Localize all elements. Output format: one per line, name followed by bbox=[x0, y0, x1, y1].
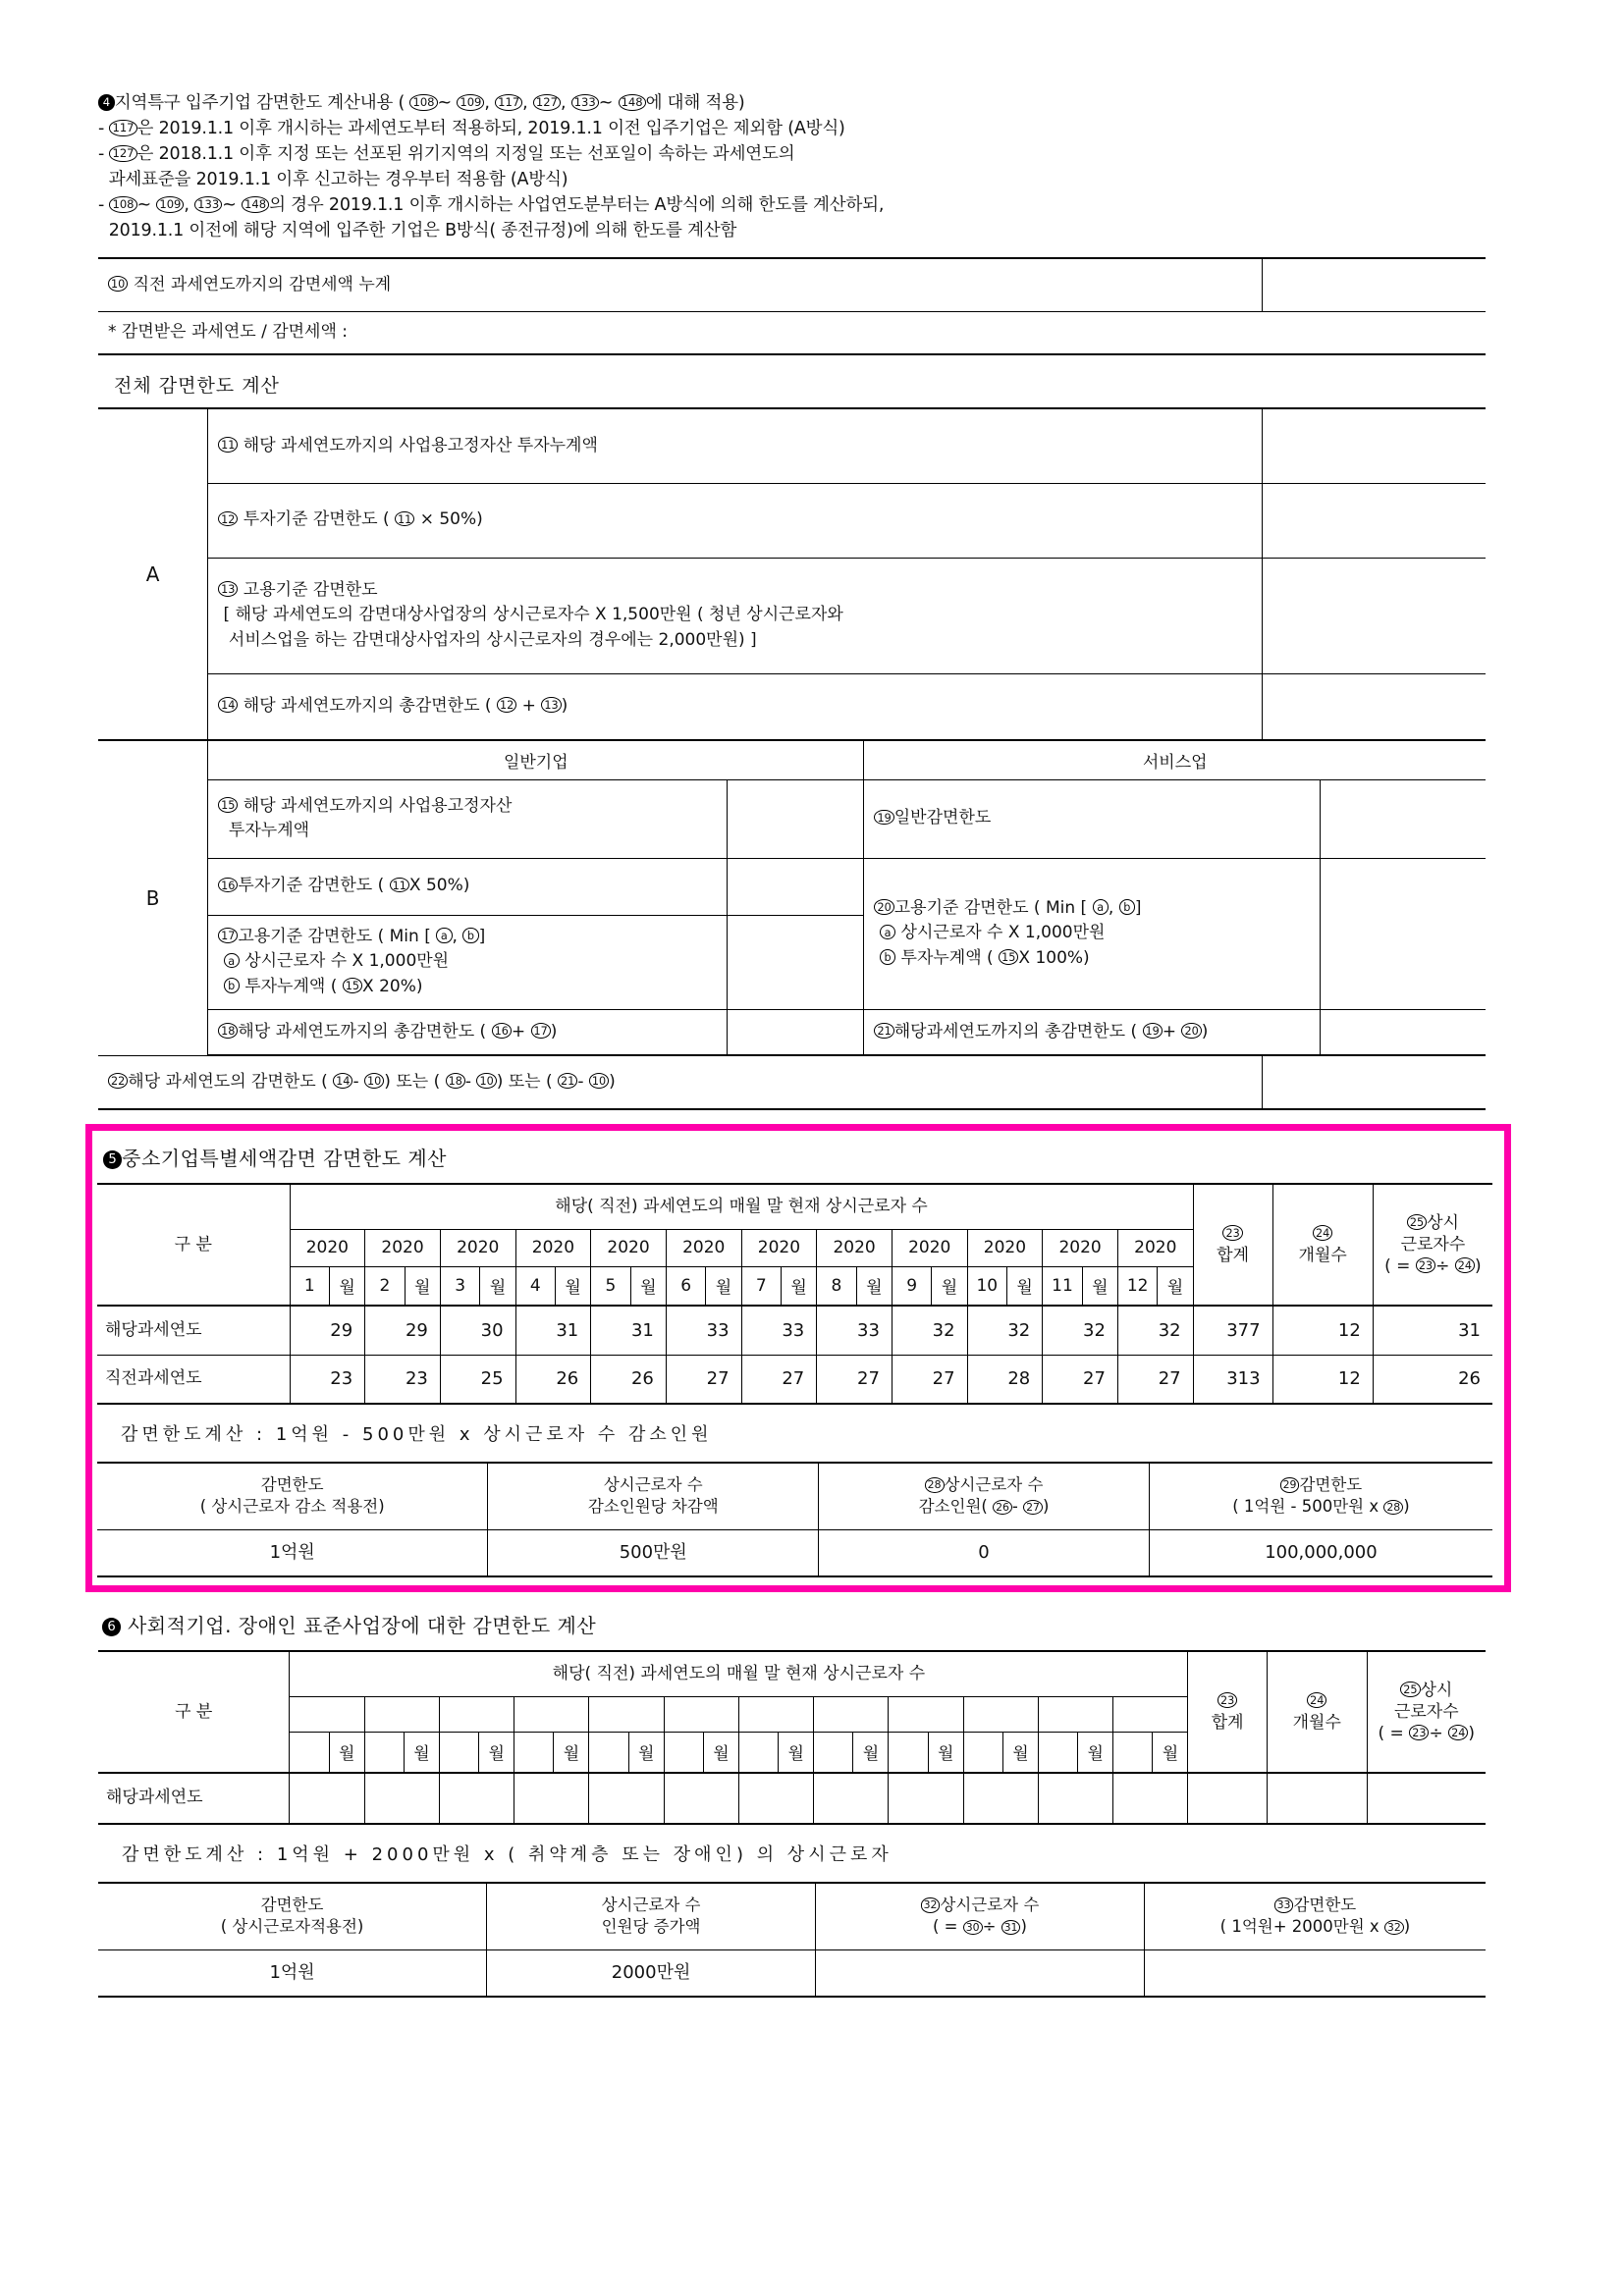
general-company-header: 일반기업 bbox=[208, 740, 864, 779]
month-suffix-cell: 월 bbox=[856, 1266, 892, 1306]
month-suffix-cell: 월 bbox=[556, 1266, 591, 1306]
month-value-cell: 32 bbox=[892, 1306, 967, 1355]
circled-11: 11 bbox=[395, 511, 414, 527]
social-summary-header: 감면한도 ( 상시근로자적용전) bbox=[98, 1883, 487, 1949]
month-value-cell: 32 bbox=[1043, 1306, 1118, 1355]
month-suffix-cell: 월 bbox=[782, 1266, 817, 1306]
row-16-label: 16 투자기준 감면한도 ( 11 X 50%) bbox=[208, 858, 727, 915]
circled-15: 15 bbox=[218, 797, 238, 813]
sme-summary-value: 1억원 bbox=[97, 1529, 488, 1576]
year-cell bbox=[439, 1696, 514, 1732]
row-15-label: 15 해당 과세연도까지의 사업용고정자산 투자누계액 bbox=[208, 779, 727, 858]
circled-108: 108 bbox=[109, 196, 136, 212]
circled-33: 33 bbox=[1274, 1897, 1294, 1912]
circled-10: 10 bbox=[589, 1073, 609, 1089]
circled-17: 17 bbox=[218, 928, 238, 943]
circled-20: 20 bbox=[1181, 1023, 1201, 1039]
social-summary-value bbox=[1144, 1949, 1486, 1997]
month-number-cell bbox=[814, 1732, 853, 1773]
circled-4: 4 bbox=[98, 94, 115, 110]
month-number-cell bbox=[1038, 1732, 1077, 1773]
month-number-cell: 11 bbox=[1043, 1266, 1082, 1306]
form-page bbox=[98, 90, 1486, 1998]
circled-27: 27 bbox=[1023, 1500, 1043, 1515]
month-value-cell: 31 bbox=[515, 1306, 591, 1355]
circled-31: 31 bbox=[1001, 1920, 1021, 1935]
workers-cell: 26 bbox=[1373, 1355, 1492, 1404]
month-value-cell: 33 bbox=[741, 1306, 817, 1355]
year-cell bbox=[814, 1696, 889, 1732]
social-section-title: 6 사회적기업. 장애인 표준사업장에 대한 감면한도 계산 bbox=[102, 1610, 1486, 1638]
circled-29: 29 bbox=[1280, 1477, 1300, 1492]
sme-highlight-box bbox=[85, 1124, 1511, 1592]
month-number-cell: 8 bbox=[817, 1266, 856, 1306]
month-suffix-cell: 월 bbox=[1158, 1266, 1193, 1306]
year-cell bbox=[514, 1696, 589, 1732]
month-value-cell: 27 bbox=[666, 1355, 741, 1404]
circled-24: 24 bbox=[1307, 1692, 1326, 1708]
year-cell: 2020 bbox=[515, 1229, 591, 1266]
circled-16: 16 bbox=[492, 1023, 512, 1039]
circled-22: 22 bbox=[108, 1073, 128, 1089]
circled-b: b bbox=[462, 928, 478, 943]
circled-18: 18 bbox=[446, 1073, 465, 1089]
circled-133: 133 bbox=[194, 196, 222, 212]
sme-section-title: 5 중소기업특별세액감면 감면한도 계산 bbox=[97, 1131, 1492, 1183]
month-value-cell: 32 bbox=[1117, 1306, 1193, 1355]
circled-32: 32 bbox=[1384, 1920, 1404, 1935]
month-value-cell bbox=[814, 1773, 889, 1824]
row-20-label: 20 고용기준 감면한도 ( Min [ a , b ] a 상시근로자 수 X 1,000만원 b 투자누계액 ( 15 X 100%) bbox=[864, 858, 1321, 1009]
sme-colgroup-header: 구 분 bbox=[97, 1184, 290, 1306]
social-months-header: 해당( 직전) 과세연도의 매월 말 현재 상시근로자 수 bbox=[290, 1651, 1188, 1696]
sme-months-count-header: 24 개월수 bbox=[1272, 1184, 1373, 1306]
circled-25: 25 bbox=[1400, 1682, 1420, 1697]
month-suffix-cell: 월 bbox=[329, 1732, 364, 1773]
year-cell: 2020 bbox=[1043, 1229, 1118, 1266]
month-suffix-cell: 월 bbox=[706, 1266, 741, 1306]
total-limit-table bbox=[98, 407, 1486, 1056]
year-cell bbox=[664, 1696, 738, 1732]
circled-21: 21 bbox=[874, 1023, 893, 1039]
sme-formula: 감면한도계산 : 1억원 - 500만원 x 상시근로자 수 감소인원 bbox=[121, 1424, 713, 1445]
social-monthly-table bbox=[98, 1650, 1486, 1825]
month-number-cell: 3 bbox=[440, 1266, 479, 1306]
month-value-cell bbox=[738, 1773, 813, 1824]
circled-14: 14 bbox=[218, 697, 238, 713]
month-value-cell: 27 bbox=[1043, 1355, 1118, 1404]
circled-21: 21 bbox=[558, 1073, 577, 1089]
social-formula: 감면한도계산 : 1억원 + 2000만원 x ( 취약계층 또는 장애인) 의 상시근로자 bbox=[122, 1844, 893, 1865]
sme-summary-value: 100,000,000 bbox=[1149, 1529, 1492, 1576]
month-suffix-cell: 월 bbox=[1153, 1732, 1188, 1773]
month-suffix-cell: 월 bbox=[405, 1266, 440, 1306]
sum-cell bbox=[1188, 1773, 1268, 1824]
month-value-cell: 30 bbox=[440, 1306, 515, 1355]
year-cell: 2020 bbox=[967, 1229, 1043, 1266]
month-number-cell: 1 bbox=[290, 1266, 329, 1306]
row-18-label: 18 해당 과세연도까지의 총감면한도 ( 16 + 17 ) bbox=[208, 1009, 727, 1055]
row-22-value-cell bbox=[1263, 1056, 1487, 1109]
circled-23: 23 bbox=[1416, 1257, 1435, 1273]
month-number-cell: 9 bbox=[892, 1266, 931, 1306]
circled-19: 19 bbox=[874, 810, 893, 826]
row-12-value-cell bbox=[1262, 483, 1486, 558]
row-19-value-cell bbox=[1321, 779, 1486, 858]
month-suffix-cell: 월 bbox=[703, 1732, 738, 1773]
month-value-cell bbox=[364, 1773, 439, 1824]
sme-summary-value: 0 bbox=[819, 1529, 1150, 1576]
note-line: 2019.1.1 이전에 해당 지역에 입주한 기업은 B방식( 종전규정)에 의해 한도를 계산함 bbox=[98, 221, 737, 240]
month-value-cell bbox=[889, 1773, 963, 1824]
circled-10: 10 bbox=[364, 1073, 384, 1089]
circled-30: 30 bbox=[963, 1920, 983, 1935]
circled-24: 24 bbox=[1455, 1257, 1475, 1273]
month-suffix-cell: 월 bbox=[853, 1732, 889, 1773]
workers-cell bbox=[1367, 1773, 1486, 1824]
note-line: - 108 ~ 109 , 133 ~ 148 의 경우 2019.1.1 이후 개시하는 사업연도분부터는 A방식에 의해 한도를 계산하되, bbox=[98, 195, 885, 215]
circled-b: b bbox=[224, 978, 240, 993]
row-12-label: 12 투자기준 감면한도 ( 11 × 50%) bbox=[208, 483, 1263, 558]
month-number-cell bbox=[290, 1732, 329, 1773]
month-value-cell bbox=[589, 1773, 664, 1824]
year-cell bbox=[364, 1696, 439, 1732]
circled-117: 117 bbox=[109, 120, 136, 135]
month-value-cell: 27 bbox=[817, 1355, 893, 1404]
month-value-cell: 31 bbox=[591, 1306, 667, 1355]
month-number-cell bbox=[1113, 1732, 1153, 1773]
row-17-value-cell bbox=[727, 915, 864, 1009]
sme-summary-header: 상시근로자 수 감소인원당 차감액 bbox=[488, 1463, 819, 1529]
circled-10: 10 bbox=[108, 276, 128, 292]
month-value-cell: 29 bbox=[365, 1306, 441, 1355]
month-suffix-cell: 월 bbox=[1082, 1266, 1117, 1306]
circled-a: a bbox=[436, 928, 452, 943]
year-cell bbox=[889, 1696, 963, 1732]
month-suffix-cell: 월 bbox=[928, 1732, 963, 1773]
sum-cell: 313 bbox=[1193, 1355, 1272, 1404]
prior-accumulated-label: 10 직전 과세연도까지의 감면세액 누계 bbox=[98, 258, 1263, 311]
circled-a: a bbox=[224, 953, 240, 969]
circled-5: 5 bbox=[103, 1150, 122, 1168]
circled-b: b bbox=[880, 949, 895, 965]
social-months-count-header: 24 개월수 bbox=[1267, 1651, 1367, 1773]
month-number-cell bbox=[364, 1732, 404, 1773]
circled-23: 23 bbox=[1217, 1692, 1237, 1708]
sme-summary-header: 28 상시근로자 수 감소인원( 26 - 27 ) bbox=[819, 1463, 1150, 1529]
workers-cell: 31 bbox=[1373, 1306, 1492, 1355]
month-suffix-cell: 월 bbox=[630, 1266, 666, 1306]
circled-127: 127 bbox=[109, 145, 136, 161]
year-cell: 2020 bbox=[1117, 1229, 1193, 1266]
circled-19: 19 bbox=[1143, 1023, 1163, 1039]
circled-148: 148 bbox=[242, 196, 269, 212]
prior-reduction-table bbox=[98, 257, 1486, 355]
year-cell bbox=[963, 1696, 1038, 1732]
row-11-label: 11 해당 과세연도까지의 사업용고정자산 투자누계액 bbox=[208, 408, 1263, 483]
month-value-cell: 27 bbox=[1117, 1355, 1193, 1404]
row-19-label: 19 일반감면한도 bbox=[864, 779, 1321, 858]
month-value-cell bbox=[1038, 1773, 1112, 1824]
circled-32: 32 bbox=[921, 1897, 941, 1912]
month-value-cell: 26 bbox=[591, 1355, 667, 1404]
year-cell bbox=[290, 1696, 364, 1732]
circled-24: 24 bbox=[1448, 1725, 1468, 1740]
circled-24: 24 bbox=[1313, 1225, 1332, 1241]
social-colgroup-header: 구 분 bbox=[98, 1651, 290, 1773]
circled-127: 127 bbox=[533, 94, 561, 110]
sme-summary-header: 29 감면한도 ( 1억원 - 500만원 x 28 ) bbox=[1149, 1463, 1492, 1529]
month-value-cell: 26 bbox=[515, 1355, 591, 1404]
month-suffix-cell: 월 bbox=[628, 1732, 664, 1773]
prior-received-label: * 감면받은 과세연도 / 감면세액 : bbox=[98, 311, 1486, 354]
month-value-cell: 28 bbox=[967, 1355, 1043, 1404]
month-suffix-cell: 월 bbox=[779, 1732, 814, 1773]
circled-18: 18 bbox=[218, 1023, 238, 1039]
social-summary-value: 2000만원 bbox=[487, 1949, 816, 1997]
year-cell: 2020 bbox=[440, 1229, 515, 1266]
month-number-cell bbox=[963, 1732, 1002, 1773]
month-value-cell bbox=[1113, 1773, 1188, 1824]
circled-12: 12 bbox=[218, 511, 238, 527]
circled-15: 15 bbox=[343, 978, 362, 993]
row-13-value-cell bbox=[1262, 558, 1486, 673]
region-notes bbox=[98, 90, 1486, 243]
circled-11: 11 bbox=[218, 437, 238, 453]
circled-26: 26 bbox=[993, 1500, 1012, 1515]
month-number-cell: 12 bbox=[1117, 1266, 1157, 1306]
month-number-cell: 7 bbox=[741, 1266, 781, 1306]
sme-sum-header: 23 합계 bbox=[1193, 1184, 1272, 1306]
month-suffix-cell: 월 bbox=[932, 1266, 967, 1306]
row-20-value-cell bbox=[1321, 858, 1486, 1009]
month-value-cell: 29 bbox=[290, 1306, 365, 1355]
total-limit-title: 전체 감면한도 계산 bbox=[114, 375, 280, 397]
year-cell: 2020 bbox=[290, 1229, 365, 1266]
month-number-cell bbox=[439, 1732, 478, 1773]
note-line: 과세표준을 2019.1.1 이후 신고하는 경우부터 적용함 (A방식) bbox=[98, 170, 568, 189]
note-line: - 117 은 2019.1.1 이후 개시하는 과세연도부터 적용하되, 2019.1.1 이전 입주기업은 제외함 (A방식) bbox=[98, 119, 845, 138]
circled-13: 13 bbox=[541, 697, 561, 713]
month-suffix-cell: 월 bbox=[404, 1732, 439, 1773]
month-number-cell bbox=[589, 1732, 628, 1773]
social-summary-value bbox=[816, 1949, 1145, 1997]
circled-15: 15 bbox=[999, 949, 1018, 965]
circled-11: 11 bbox=[390, 878, 409, 893]
method-b-label: B bbox=[98, 740, 208, 1055]
circled-28: 28 bbox=[925, 1477, 945, 1492]
circled-6: 6 bbox=[102, 1618, 121, 1635]
month-value-cell bbox=[290, 1773, 364, 1824]
circled-109: 109 bbox=[156, 196, 184, 212]
year-cell bbox=[589, 1696, 664, 1732]
month-suffix-cell: 월 bbox=[1007, 1266, 1043, 1306]
circled-12: 12 bbox=[497, 697, 516, 713]
row-14-label: 14 해당 과세연도까지의 총감면한도 ( 12 + 13 ) bbox=[208, 673, 1263, 740]
social-summary-header: 33 감면한도 ( 1억원+ 2000만원 x 32 ) bbox=[1144, 1883, 1486, 1949]
year-cell bbox=[1038, 1696, 1112, 1732]
month-value-cell: 33 bbox=[666, 1306, 741, 1355]
circled-23: 23 bbox=[1222, 1225, 1242, 1241]
circled-b: b bbox=[1119, 899, 1135, 915]
month-number-cell: 2 bbox=[365, 1266, 405, 1306]
month-value-cell: 27 bbox=[741, 1355, 817, 1404]
year-cell: 2020 bbox=[365, 1229, 441, 1266]
month-suffix-cell: 월 bbox=[554, 1732, 589, 1773]
row-15-value-cell bbox=[727, 779, 864, 858]
month-value-cell: 23 bbox=[365, 1355, 441, 1404]
circled-109: 109 bbox=[457, 94, 484, 110]
circled-23: 23 bbox=[1409, 1725, 1429, 1740]
circled-25: 25 bbox=[1407, 1214, 1427, 1230]
row-21-label: 21 해당과세연도까지의 총감면한도 ( 19 + 20 ) bbox=[864, 1009, 1321, 1055]
year-cell bbox=[1113, 1696, 1188, 1732]
month-number-cell bbox=[738, 1732, 778, 1773]
sme-summary-table bbox=[97, 1462, 1492, 1577]
row-16-value-cell bbox=[727, 858, 864, 915]
sme-summary-value: 500만원 bbox=[488, 1529, 819, 1576]
circled-17: 17 bbox=[531, 1023, 551, 1039]
months-count-cell bbox=[1267, 1773, 1367, 1824]
note-line: 4 지역특구 입주기업 감면한도 계산내용 ( 108 ~ 109 , 117 , 127 , 133 ~ 148 에 대해 적용) bbox=[98, 90, 1486, 116]
month-suffix-cell: 월 bbox=[1002, 1732, 1038, 1773]
social-workers-header: 25 상시 근로자수 ( = 23 ÷ 24 ) bbox=[1367, 1651, 1486, 1773]
month-number-cell bbox=[664, 1732, 703, 1773]
sme-workers-header: 25 상시 근로자수 ( = 23 ÷ 24 ) bbox=[1373, 1184, 1492, 1306]
months-count-cell: 12 bbox=[1272, 1306, 1373, 1355]
month-value-cell: 23 bbox=[290, 1355, 365, 1404]
monthly-row-label: 해당과세연도 bbox=[97, 1306, 290, 1355]
social-sum-header: 23 합계 bbox=[1188, 1651, 1268, 1773]
month-number-cell: 6 bbox=[666, 1266, 705, 1306]
year-cell: 2020 bbox=[666, 1229, 741, 1266]
year-cell: 2020 bbox=[741, 1229, 817, 1266]
year-cell: 2020 bbox=[892, 1229, 967, 1266]
circled-133: 133 bbox=[571, 94, 599, 110]
month-number-cell bbox=[514, 1732, 554, 1773]
prior-accumulated-value-cell bbox=[1263, 258, 1487, 311]
month-value-cell: 25 bbox=[440, 1355, 515, 1404]
month-value-cell bbox=[514, 1773, 589, 1824]
month-suffix-cell: 월 bbox=[330, 1266, 365, 1306]
year-cell: 2020 bbox=[591, 1229, 667, 1266]
current-year-limit-table bbox=[98, 1056, 1486, 1110]
sme-summary-header: 감면한도 ( 상시근로자 감소 적용전) bbox=[97, 1463, 488, 1529]
sme-monthly-table bbox=[97, 1183, 1492, 1405]
month-suffix-cell: 월 bbox=[480, 1266, 515, 1306]
month-number-cell: 4 bbox=[515, 1266, 555, 1306]
service-company-header: 서비스업 bbox=[864, 740, 1486, 779]
circled-16: 16 bbox=[218, 878, 238, 893]
year-cell bbox=[738, 1696, 813, 1732]
month-number-cell bbox=[889, 1732, 928, 1773]
month-number-cell: 10 bbox=[967, 1266, 1006, 1306]
row-22-label: 22 해당 과세연도의 감면한도 ( 14 - 10 ) 또는 ( 18 - 10 ) 또는 ( 21 - 10 ) bbox=[98, 1056, 1263, 1109]
month-number-cell: 5 bbox=[591, 1266, 630, 1306]
circled-14: 14 bbox=[333, 1073, 352, 1089]
month-value-cell bbox=[439, 1773, 514, 1824]
sme-months-header: 해당( 직전) 과세연도의 매월 말 현재 상시근로자 수 bbox=[290, 1184, 1193, 1229]
month-value-cell: 33 bbox=[817, 1306, 893, 1355]
circled-117: 117 bbox=[495, 94, 522, 110]
row-21-value-cell bbox=[1321, 1009, 1486, 1055]
row-11-value-cell bbox=[1262, 408, 1486, 483]
social-summary-value: 1억원 bbox=[98, 1949, 487, 1997]
sum-cell: 377 bbox=[1193, 1306, 1272, 1355]
month-suffix-cell: 월 bbox=[479, 1732, 514, 1773]
row-13-label: 13 고용기준 감면한도 [ 해당 과세연도의 감면대상사업장의 상시근로자수 X 1,500만원 ( 청년 상시근로자와 서비스업을 하는 감면대상사업자의 상시근로자의 경우에는 2,000만원) ] bbox=[208, 558, 1263, 673]
circled-108: 108 bbox=[409, 94, 437, 110]
circled-148: 148 bbox=[619, 94, 646, 110]
circled-20: 20 bbox=[874, 899, 893, 915]
monthly-row-label: 해당과세연도 bbox=[98, 1773, 290, 1824]
row-17-label: 17 고용기준 감면한도 ( Min [ a , b ] a 상시근로자 수 X 1,000만원 b 투자누계액 ( 15 X 20%) bbox=[208, 915, 727, 1009]
circled-13: 13 bbox=[218, 581, 238, 597]
year-cell: 2020 bbox=[817, 1229, 893, 1266]
method-a-label: A bbox=[98, 408, 208, 740]
social-summary-header: 상시근로자 수 인원당 증가액 bbox=[487, 1883, 816, 1949]
monthly-row-label: 직전과세연도 bbox=[97, 1355, 290, 1404]
row-18-value-cell bbox=[727, 1009, 864, 1055]
months-count-cell: 12 bbox=[1272, 1355, 1373, 1404]
circled-10: 10 bbox=[476, 1073, 496, 1089]
month-value-cell: 27 bbox=[892, 1355, 967, 1404]
row-14-value-cell bbox=[1262, 673, 1486, 740]
circled-a: a bbox=[1093, 899, 1109, 915]
month-value-cell bbox=[664, 1773, 738, 1824]
month-value-cell bbox=[963, 1773, 1038, 1824]
month-value-cell: 32 bbox=[967, 1306, 1043, 1355]
circled-a: a bbox=[880, 925, 895, 940]
social-summary-table bbox=[98, 1882, 1486, 1998]
note-line: - 127 은 2018.1.1 이후 지정 또는 선포된 위기지역의 지정일 또는 선포일이 속하는 과세연도의 bbox=[98, 144, 795, 164]
social-summary-header: 32 상시근로자 수 ( = 30 ÷ 31 ) bbox=[816, 1883, 1145, 1949]
month-suffix-cell: 월 bbox=[1078, 1732, 1113, 1773]
circled-28: 28 bbox=[1383, 1500, 1403, 1515]
